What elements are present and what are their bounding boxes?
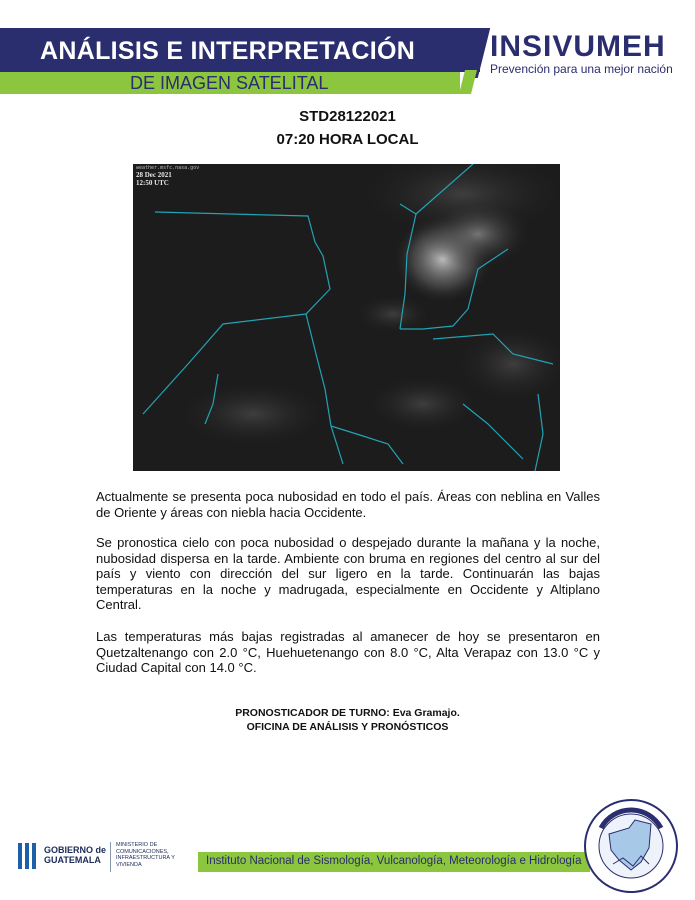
- satellite-utc-label: 12:50 UTC: [136, 179, 169, 187]
- paragraph-forecast: Se pronostica cielo con poca nubosidad o despejado durante la mañana y la noche, nubosidad dispersa en la tarde. Ambiente con bruma en regiones del centro al sur del país y viento con dirección del sur ligero en la tarde. Continuarán las bajas temperaturas en la noche y madrugada, especialmente en Occidente y Altiplano Central.: [96, 535, 600, 612]
- ministry-label: MINISTERIO DE COMUNICACIONES, INFRAESTRUCTURA Y VIVIENDA: [116, 842, 175, 868]
- guatemala-flag-icon-stripe: [25, 843, 29, 869]
- footer-divider: [110, 842, 111, 872]
- document-time: 07:20 HORA LOCAL: [276, 131, 419, 148]
- satellite-image: [133, 164, 560, 471]
- logo-slash-accent-icon: [459, 70, 477, 94]
- satellite-source-label: weather.msfc.nasa.gov: [136, 165, 200, 171]
- document-code: STD28122021: [299, 108, 396, 125]
- gov-logo-line1: GOBIERNO de: [44, 845, 107, 855]
- gov-logo-line2: GUATEMALA: [44, 855, 101, 865]
- insivumeh-seal-icon: [583, 798, 679, 894]
- paragraph-current-conditions: Actualmente se presenta poca nubosidad en todo el país. Áreas con neblina en Valles de Oriente y áreas con niebla hacia Occidente.: [96, 489, 600, 520]
- satellite-date-label: 28 Dec 2021: [136, 171, 172, 179]
- insivumeh-logo: INSIVUMEH: [490, 30, 666, 63]
- office-signature: OFICINA DE ANÁLISIS Y PRONÓSTICOS: [246, 721, 449, 733]
- logo-tagline: Prevención para una mejor nación: [490, 62, 673, 76]
- page-subtitle: DE IMAGEN SATELITAL: [130, 73, 329, 93]
- guatemala-flag-icon-stripe: [32, 843, 36, 869]
- paragraph-temperatures: Las temperaturas más bajas registradas al amanecer de hoy se presentaron en Quetzaltenango con 2.0 °C, Huehuetenango con 8.0 °C, Alta Verapaz con 13.0 °C y Ciudad Capital con 14.0 °C.: [96, 629, 600, 675]
- page-title: ANÁLISIS E INTERPRETACIÓN: [40, 37, 416, 65]
- institute-name: Instituto Nacional de Sismología, Vulcanología, Meteorología e Hidrología: [206, 855, 582, 867]
- forecaster-signature: PRONOSTICADOR DE TURNO: Eva Gramajo.: [235, 707, 460, 719]
- satellite-map-graphic: [133, 164, 560, 471]
- guatemala-flag-icon: [18, 843, 22, 869]
